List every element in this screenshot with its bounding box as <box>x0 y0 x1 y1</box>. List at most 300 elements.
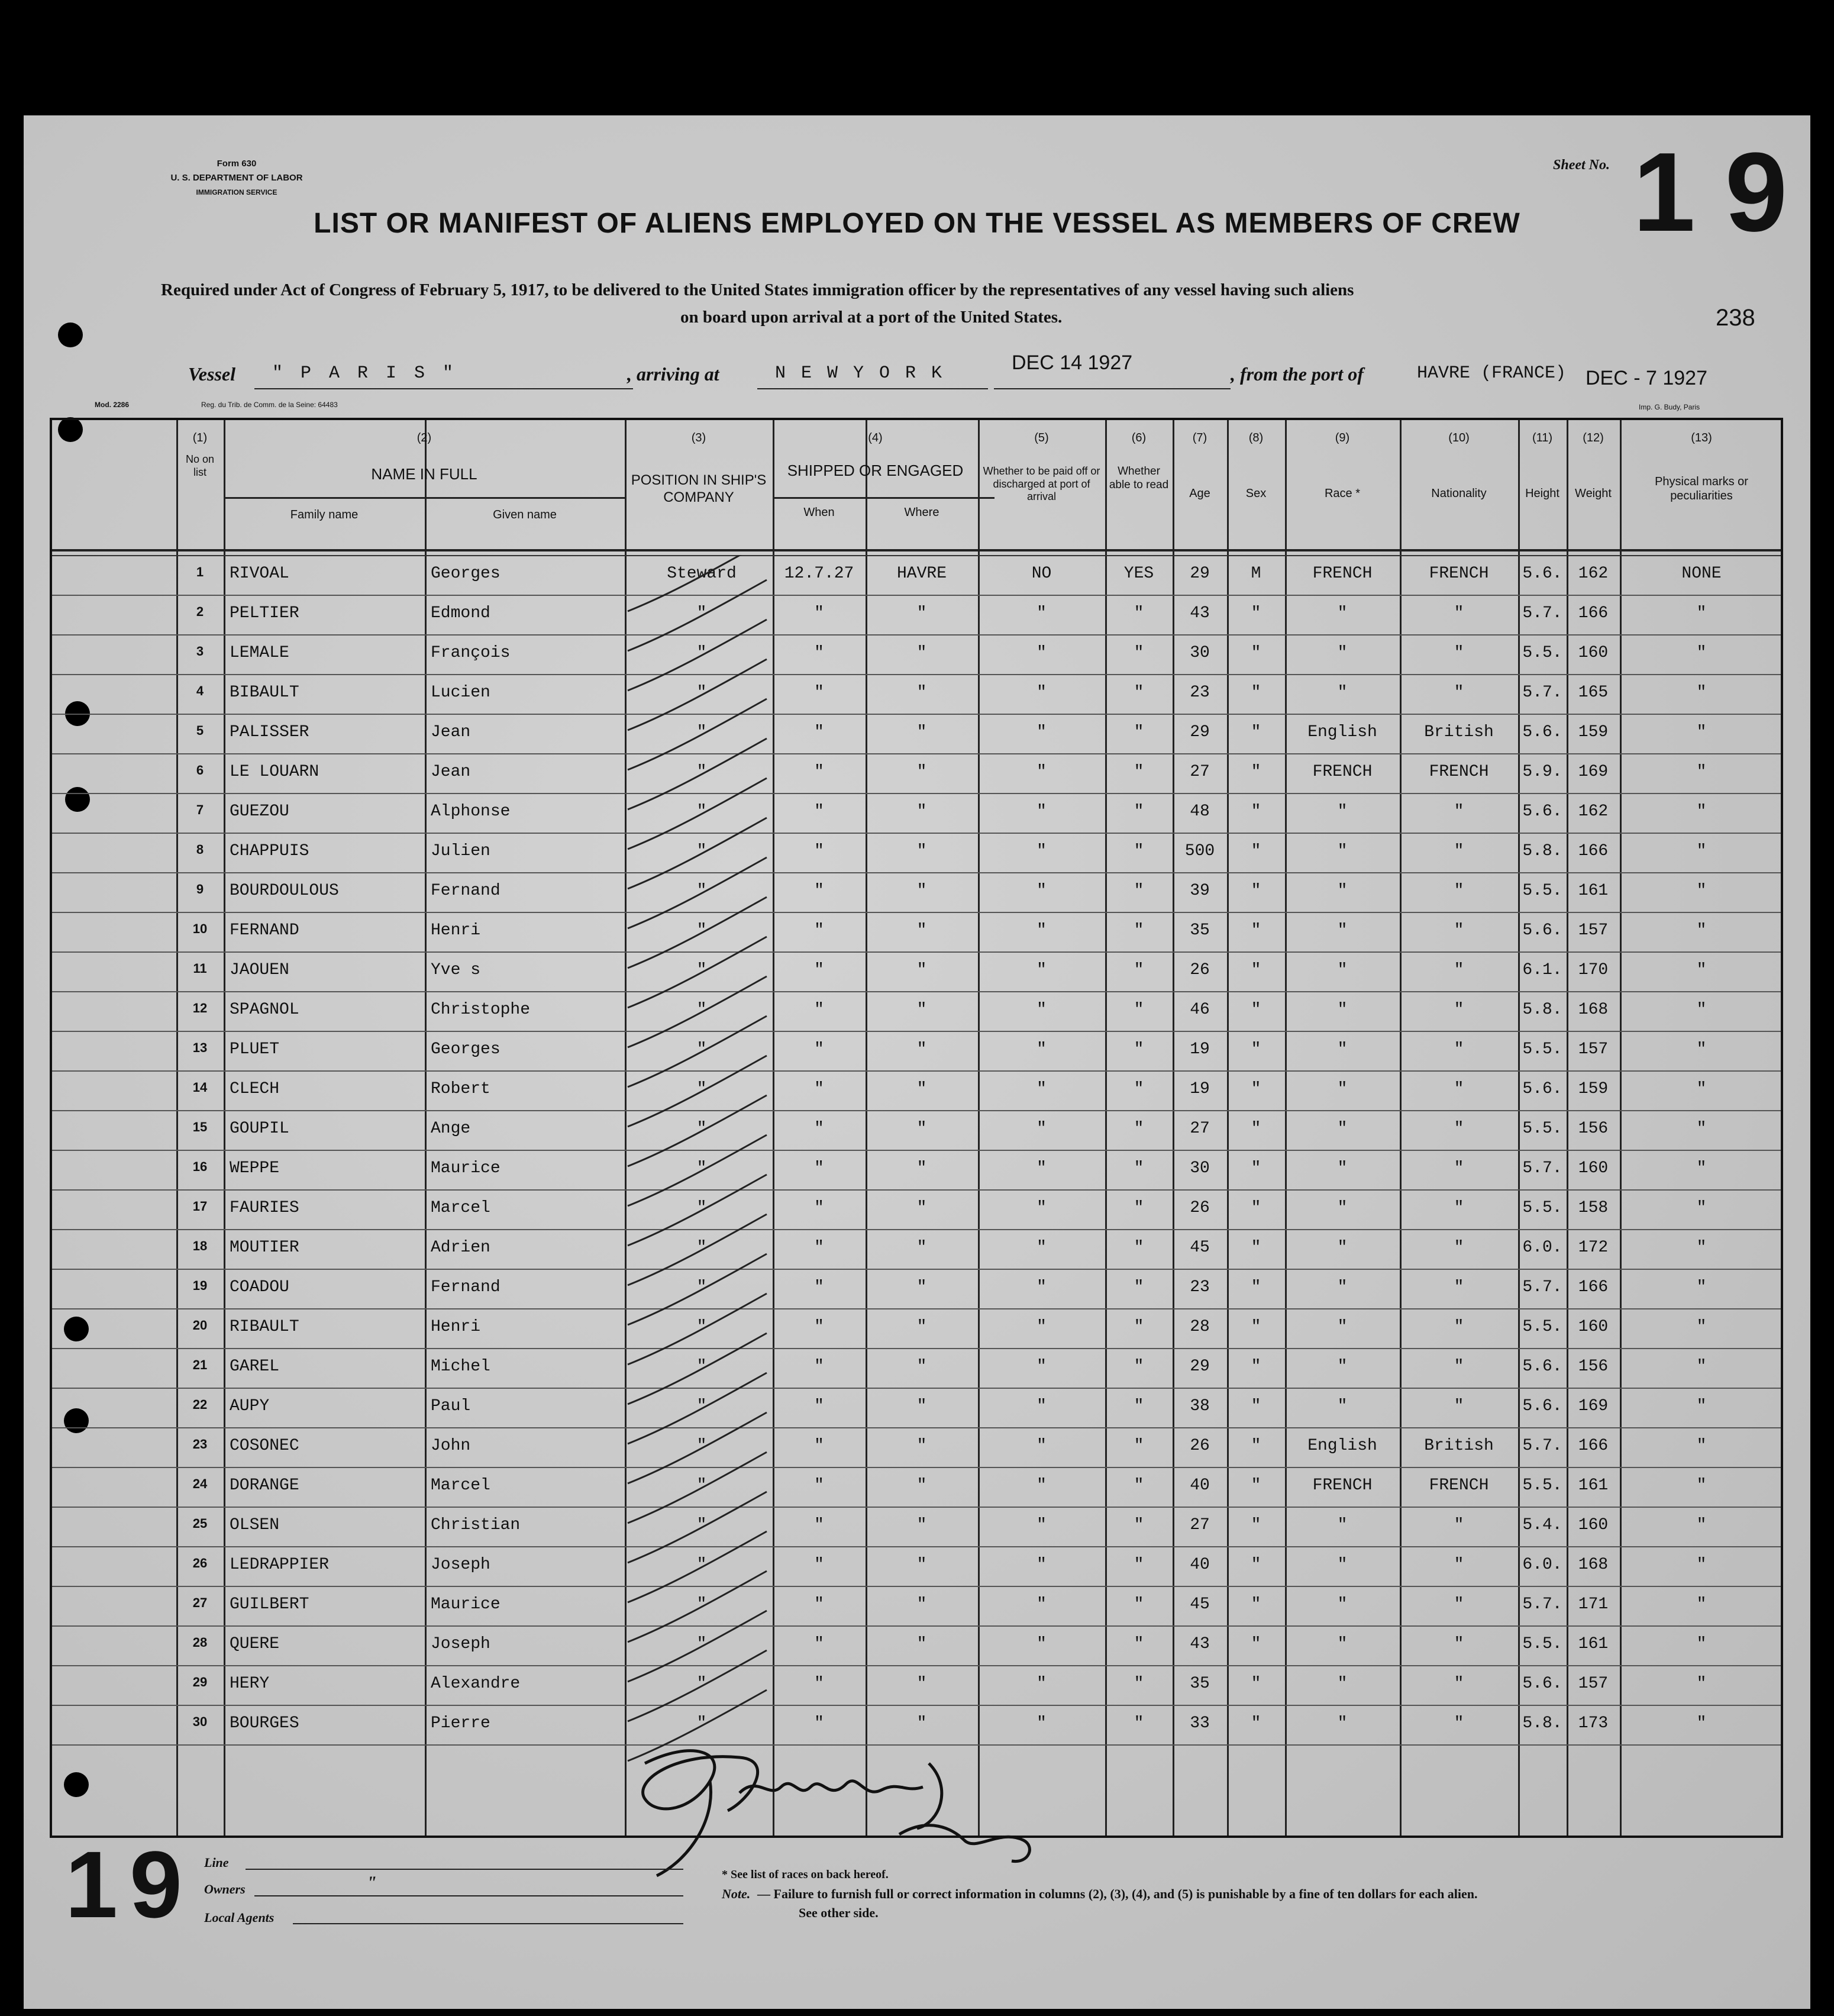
cell-age: 39 <box>1190 882 1210 900</box>
cell-race: " <box>1337 1159 1348 1178</box>
subtitle-line-1: Required under Act of Congress of February 5, 1917, to be delivered to the United States immigration officer by the representatives of any vessel having such aliens <box>161 280 1354 299</box>
check-stroke <box>628 580 767 651</box>
cell-nationality: " <box>1454 842 1464 860</box>
cell-weight: 171 <box>1578 1595 1609 1614</box>
cell-physical-marks: " <box>1696 1357 1707 1376</box>
cell-given-name: John <box>431 1437 471 1455</box>
cell-physical-marks: " <box>1696 1120 1707 1138</box>
cell-height: 5.5. <box>1522 1476 1562 1495</box>
cell-race: " <box>1337 1001 1348 1019</box>
cell-sex: " <box>1251 1675 1261 1693</box>
cell-able-to-read: " <box>1134 1556 1144 1574</box>
cell-row-number: 11 <box>193 961 207 976</box>
cell-race: " <box>1337 1714 1348 1733</box>
sheet-number: 19 <box>1633 130 1817 255</box>
check-stroke <box>628 738 767 809</box>
cell-row-number: 17 <box>192 1199 208 1214</box>
subtitle-line-2: on board upon arrival at a port of the United States. <box>680 308 1063 327</box>
cell-given-name: Alphonse <box>431 802 511 821</box>
cell-position: " <box>696 1635 707 1653</box>
cell-position: " <box>696 1238 707 1257</box>
cell-race: " <box>1337 644 1348 662</box>
cell-able-to-read: " <box>1134 802 1144 821</box>
cell-family-name: LE LOUARN <box>230 763 319 781</box>
owners-value: " <box>367 1873 377 1892</box>
cell-paid-off: " <box>1037 1001 1047 1019</box>
col2-family-header: Family name <box>290 508 359 521</box>
cell-shipped-when: " <box>814 604 824 622</box>
cell-race: " <box>1337 1278 1348 1296</box>
col6-number: (6) <box>1131 431 1147 444</box>
cell-position: " <box>696 1714 707 1733</box>
cell-sex: " <box>1251 1318 1261 1336</box>
cell-family-name: CLECH <box>230 1080 280 1098</box>
cell-family-name: CHAPPUIS <box>230 842 309 860</box>
cell-given-name: Marcel <box>431 1199 490 1217</box>
cell-row-number: 28 <box>192 1635 208 1650</box>
cell-shipped-when: " <box>814 1278 824 1296</box>
cell-height: 5.7. <box>1522 1437 1562 1455</box>
cell-age: 29 <box>1190 565 1210 583</box>
races-note: * See list of races on back hereof. <box>722 1868 889 1881</box>
arriving-port: N E W Y O R K <box>775 363 945 383</box>
cell-race: " <box>1337 961 1348 979</box>
cell-sex: " <box>1251 1437 1261 1455</box>
cell-row-number: 23 <box>192 1437 208 1451</box>
local-agents-label: Local Agents <box>204 1910 275 1925</box>
cell-row-number: 27 <box>192 1595 208 1610</box>
cell-given-name: Fernand <box>431 882 501 900</box>
cell-age: 27 <box>1190 763 1210 781</box>
cell-able-to-read: " <box>1134 1397 1144 1415</box>
cell-physical-marks: " <box>1696 1199 1707 1217</box>
cell-paid-off: " <box>1037 1714 1047 1733</box>
cell-weight: 166 <box>1578 1437 1609 1455</box>
cell-shipped-where: " <box>916 1001 927 1019</box>
cell-height: 5.6. <box>1522 1080 1562 1098</box>
cell-height: 5.5. <box>1522 1199 1562 1217</box>
cell-sex: " <box>1251 1001 1261 1019</box>
row-rule <box>52 1070 1781 1072</box>
cell-family-name: QUERE <box>230 1635 280 1653</box>
cell-height: 5.7. <box>1522 1278 1562 1296</box>
col10-header: Nationality <box>1431 487 1487 500</box>
row-rule <box>52 1507 1781 1508</box>
cell-physical-marks: " <box>1696 683 1707 702</box>
cell-age: 23 <box>1190 683 1210 702</box>
cell-height: 5.8. <box>1522 1001 1562 1019</box>
cell-given-name: Lucien <box>431 683 490 702</box>
page-title: LIST OR MANIFEST OF ALIENS EMPLOYED ON THE VESSEL AS MEMBERS OF CREW <box>314 208 1520 239</box>
cell-shipped-when: " <box>814 802 824 821</box>
cell-shipped-where: " <box>916 1080 927 1098</box>
check-stroke <box>628 1373 767 1444</box>
cell-age: 27 <box>1190 1120 1210 1138</box>
cell-able-to-read: " <box>1134 1238 1144 1257</box>
cell-given-name: Henri <box>431 1318 481 1336</box>
check-marks <box>625 555 773 1833</box>
cell-height: 5.8. <box>1522 842 1562 860</box>
cell-height: 5.6. <box>1522 1397 1562 1415</box>
row-rule <box>52 1586 1781 1587</box>
row-rule <box>52 595 1781 596</box>
cell-able-to-read: " <box>1134 1437 1144 1455</box>
cell-paid-off: " <box>1037 1318 1047 1336</box>
cell-nationality: " <box>1454 1714 1464 1733</box>
cell-shipped-when: " <box>814 1635 824 1653</box>
cell-paid-off: " <box>1037 1595 1047 1614</box>
cell-shipped-when: " <box>814 1001 824 1019</box>
cell-height: 5.6. <box>1522 1675 1562 1693</box>
cell-family-name: GOUPIL <box>230 1120 289 1138</box>
cell-shipped-when: " <box>814 1040 824 1059</box>
cell-family-name: BOURDOULOUS <box>230 882 339 900</box>
cell-able-to-read: " <box>1134 1516 1144 1534</box>
cell-weight: 168 <box>1578 1556 1609 1574</box>
col13-number: (13) <box>1691 431 1712 444</box>
cell-paid-off: " <box>1037 1278 1047 1296</box>
col2-number: (2) <box>416 431 432 444</box>
cell-height: 5.7. <box>1522 604 1562 622</box>
check-stroke <box>628 1294 767 1365</box>
cell-physical-marks: " <box>1696 1714 1707 1733</box>
cell-row-number: 15 <box>192 1120 208 1134</box>
cell-physical-marks: " <box>1696 802 1707 821</box>
cell-sex: " <box>1251 763 1261 781</box>
cell-given-name: Edmond <box>431 604 490 622</box>
cell-able-to-read: " <box>1134 882 1144 900</box>
cell-position: " <box>696 1397 707 1415</box>
cell-able-to-read: " <box>1134 1318 1144 1336</box>
check-stroke <box>628 1056 767 1127</box>
cell-shipped-when: " <box>814 882 824 900</box>
cell-family-name: JAOUEN <box>230 961 289 979</box>
cell-nationality: " <box>1454 1159 1464 1178</box>
cell-given-name: Joseph <box>431 1556 490 1574</box>
cell-sex: " <box>1251 1080 1261 1098</box>
cell-weight: 169 <box>1578 763 1609 781</box>
row-rule <box>52 753 1781 754</box>
cell-family-name: BIBAULT <box>230 683 299 702</box>
cell-shipped-where: " <box>916 1278 927 1296</box>
cell-shipped-where: HAVRE <box>896 565 947 583</box>
row-rule <box>52 1229 1781 1230</box>
sheet-number-stamp: 19 <box>65 1831 194 1937</box>
col4-header: SHIPPED OR ENGAGED <box>787 462 964 479</box>
cell-sex: " <box>1251 1120 1261 1138</box>
cell-position: " <box>696 802 707 821</box>
cell-family-name: OLSEN <box>230 1516 280 1534</box>
cell-age: 26 <box>1190 1199 1210 1217</box>
col7-number: (7) <box>1192 431 1207 444</box>
cell-height: 5.7. <box>1522 1595 1562 1614</box>
cell-nationality: " <box>1454 961 1464 979</box>
cell-nationality: " <box>1454 882 1464 900</box>
check-stroke <box>628 1095 767 1166</box>
cell-given-name: Henri <box>431 921 481 940</box>
cell-race: " <box>1337 1318 1348 1336</box>
check-stroke <box>628 555 767 611</box>
cell-nationality: " <box>1454 1516 1464 1534</box>
check-stroke <box>628 976 767 1047</box>
cell-weight: 157 <box>1578 1675 1609 1693</box>
cell-family-name: GUILBERT <box>230 1595 309 1614</box>
cell-height: 5.6. <box>1522 565 1562 583</box>
cell-nationality: " <box>1454 1238 1464 1257</box>
check-stroke <box>628 659 767 730</box>
cell-age: 38 <box>1190 1397 1210 1415</box>
cell-race: " <box>1337 1595 1348 1614</box>
col1-header: No on list <box>185 453 215 478</box>
cell-weight: 156 <box>1578 1357 1609 1376</box>
col9-header: Race * <box>1324 487 1361 500</box>
cell-shipped-where: " <box>916 1357 927 1376</box>
cell-physical-marks: " <box>1696 1516 1707 1534</box>
check-stroke <box>628 897 767 968</box>
cell-family-name: LEMALE <box>230 644 289 662</box>
col4-where-header: Where <box>904 506 939 519</box>
row-rule <box>52 1348 1781 1349</box>
cell-sex: " <box>1251 604 1261 622</box>
cell-nationality: FRENCH <box>1429 1476 1489 1495</box>
crew-table <box>50 418 1783 1838</box>
cell-family-name: PALISSER <box>230 723 309 741</box>
cell-position: " <box>696 1001 707 1019</box>
cell-paid-off: " <box>1037 1199 1047 1217</box>
cell-shipped-where: " <box>916 1318 927 1336</box>
cell-position: " <box>696 1476 707 1495</box>
cell-age: 30 <box>1190 644 1210 662</box>
cell-able-to-read: " <box>1134 1040 1144 1059</box>
cell-row-number: 21 <box>192 1357 208 1372</box>
cell-sex: " <box>1251 1397 1261 1415</box>
cell-family-name: GAREL <box>230 1357 280 1376</box>
cell-paid-off: " <box>1037 1040 1047 1059</box>
cell-nationality: " <box>1454 1318 1464 1336</box>
cell-position: " <box>696 1437 707 1455</box>
cell-weight: 160 <box>1578 1159 1609 1178</box>
line-label: Line <box>204 1855 229 1870</box>
cell-nationality: British <box>1424 723 1494 741</box>
cell-sex: " <box>1251 1595 1261 1614</box>
cell-nationality: FRENCH <box>1429 763 1489 781</box>
row-rule <box>52 1467 1781 1468</box>
cell-race: English <box>1307 723 1377 741</box>
cell-physical-marks: " <box>1696 1437 1707 1455</box>
cell-row-number: 18 <box>192 1238 208 1253</box>
cell-row-number: 3 <box>196 644 204 659</box>
cell-nationality: " <box>1454 1635 1464 1653</box>
cell-physical-marks: " <box>1696 1318 1707 1336</box>
cell-sex: " <box>1251 921 1261 940</box>
cell-weight: 158 <box>1578 1199 1609 1217</box>
row-rule <box>52 1388 1781 1389</box>
vessel-label: Vessel <box>188 363 235 385</box>
service-label: IMMIGRATION SERVICE <box>196 188 277 196</box>
cell-age: 40 <box>1190 1476 1210 1495</box>
check-stroke <box>628 857 767 928</box>
cell-paid-off: " <box>1037 1635 1047 1653</box>
cell-sex: " <box>1251 1516 1261 1534</box>
check-stroke <box>628 1611 767 1682</box>
cell-shipped-where: " <box>916 1397 927 1415</box>
cell-nationality: " <box>1454 1397 1464 1415</box>
cell-nationality: " <box>1454 1556 1464 1574</box>
cell-paid-off: " <box>1037 644 1047 662</box>
cell-shipped-when: " <box>814 1159 824 1178</box>
cell-physical-marks: " <box>1696 1635 1707 1653</box>
cell-physical-marks: " <box>1696 1278 1707 1296</box>
cell-weight: 166 <box>1578 842 1609 860</box>
cell-weight: 166 <box>1578 1278 1609 1296</box>
cell-nationality: " <box>1454 802 1464 821</box>
cell-row-number: 5 <box>196 723 204 738</box>
cell-height: 5.6. <box>1522 802 1562 821</box>
cell-shipped-where: " <box>916 1120 927 1138</box>
cell-position: " <box>696 723 707 741</box>
col2-header: NAME IN FULL <box>371 465 477 483</box>
cell-age: 26 <box>1190 1437 1210 1455</box>
cell-family-name: LEDRAPPIER <box>230 1556 330 1574</box>
cell-shipped-where: " <box>916 802 927 821</box>
cell-paid-off: " <box>1037 802 1047 821</box>
cell-race: FRENCH <box>1312 1476 1373 1495</box>
department-label: U. S. DEPARTMENT OF LABOR <box>170 173 303 183</box>
cell-given-name: Maurice <box>431 1159 501 1178</box>
cell-sex: " <box>1251 1714 1261 1733</box>
cell-shipped-when: " <box>814 1595 824 1614</box>
cell-weight: 157 <box>1578 1040 1609 1059</box>
cell-age: 40 <box>1190 1556 1210 1574</box>
check-stroke <box>628 699 767 770</box>
cell-age: 45 <box>1190 1595 1210 1614</box>
cell-given-name: François <box>431 644 511 662</box>
cell-position: " <box>696 842 707 860</box>
cell-paid-off: " <box>1037 1080 1047 1098</box>
cell-shipped-when: " <box>814 961 824 979</box>
cell-family-name: WEPPE <box>230 1159 280 1178</box>
cell-paid-off: " <box>1037 1120 1047 1138</box>
cell-able-to-read: " <box>1134 1357 1144 1376</box>
cell-height: 5.5. <box>1522 1120 1562 1138</box>
col6-header: Whether able to read <box>1109 465 1169 491</box>
penalty-note-label: Note. <box>722 1886 751 1901</box>
cell-shipped-where: " <box>916 921 927 940</box>
cell-paid-off: " <box>1037 1556 1047 1574</box>
col2-given-header: Given name <box>493 508 557 521</box>
cell-paid-off: " <box>1037 604 1047 622</box>
cell-age: 43 <box>1190 604 1210 622</box>
cell-height: 5.5. <box>1522 1040 1562 1059</box>
cell-family-name: COSONEC <box>230 1437 299 1455</box>
page-reference: 238 <box>1716 305 1755 331</box>
cell-weight: 170 <box>1578 961 1609 979</box>
cell-weight: 160 <box>1578 1318 1609 1336</box>
cell-nationality: " <box>1454 1278 1464 1296</box>
from-port-label: , from the port of <box>1231 363 1364 385</box>
cell-shipped-when: " <box>814 763 824 781</box>
cell-paid-off: " <box>1037 1357 1047 1376</box>
cell-family-name: FERNAND <box>230 921 299 940</box>
cell-position: " <box>696 1595 707 1614</box>
cell-shipped-where: " <box>916 1675 927 1693</box>
cell-race: " <box>1337 842 1348 860</box>
cell-given-name: Michel <box>431 1357 490 1376</box>
cell-able-to-read: " <box>1134 1635 1144 1653</box>
cell-given-name: Christophe <box>431 1001 531 1019</box>
cell-given-name: Joseph <box>431 1635 490 1653</box>
cell-race: " <box>1337 1238 1348 1257</box>
cell-paid-off: " <box>1037 1675 1047 1693</box>
cell-row-number: 12 <box>192 1001 208 1015</box>
cell-able-to-read: " <box>1134 604 1144 622</box>
cell-paid-off: " <box>1037 921 1047 940</box>
cell-able-to-read: " <box>1134 1199 1144 1217</box>
cell-sex: " <box>1251 1199 1261 1217</box>
cell-height: 5.5. <box>1522 1318 1562 1336</box>
cell-able-to-read: " <box>1134 1675 1144 1693</box>
cell-row-number: 7 <box>196 802 204 817</box>
row-rule <box>52 872 1781 873</box>
cell-sex: " <box>1251 1278 1261 1296</box>
cell-height: 6.0. <box>1522 1238 1562 1257</box>
cell-physical-marks: NONE <box>1681 565 1722 583</box>
cell-able-to-read: " <box>1134 842 1144 860</box>
cell-physical-marks: " <box>1696 1397 1707 1415</box>
cell-height: 5.8. <box>1522 1714 1562 1733</box>
cell-row-number: 25 <box>192 1516 208 1531</box>
cell-age: 26 <box>1190 961 1210 979</box>
cell-shipped-when: " <box>814 842 824 860</box>
cell-able-to-read: " <box>1134 1278 1144 1296</box>
punch-hole <box>58 322 83 347</box>
cell-shipped-where: " <box>916 1199 927 1217</box>
row-rule <box>52 1189 1781 1191</box>
cell-physical-marks: " <box>1696 1556 1707 1574</box>
cell-shipped-where: " <box>916 683 927 702</box>
check-stroke <box>628 1214 767 1285</box>
cell-weight: 161 <box>1578 1635 1609 1653</box>
cell-position: " <box>696 1556 707 1574</box>
cell-family-name: PLUET <box>230 1040 280 1059</box>
cell-paid-off: " <box>1037 1437 1047 1455</box>
cell-sex: M <box>1251 565 1261 583</box>
cell-age: 29 <box>1190 1357 1210 1376</box>
col10-number: (10) <box>1448 431 1470 444</box>
cell-sex: " <box>1251 1040 1261 1059</box>
check-stroke <box>628 1571 767 1642</box>
cell-age: 29 <box>1190 723 1210 741</box>
cell-nationality: " <box>1454 1040 1464 1059</box>
cell-position: " <box>696 1199 707 1217</box>
cell-able-to-read: " <box>1134 1714 1144 1733</box>
cell-weight: 159 <box>1578 723 1609 741</box>
row-rule <box>52 1150 1781 1151</box>
cell-nationality: " <box>1454 1120 1464 1138</box>
cell-race: FRENCH <box>1312 565 1373 583</box>
cell-shipped-where: " <box>916 961 927 979</box>
cell-family-name: COADOU <box>230 1278 289 1296</box>
cell-nationality: " <box>1454 1080 1464 1098</box>
cell-given-name: Fernand <box>431 1278 501 1296</box>
departure-date-stamp: DEC - 7 1927 <box>1586 367 1707 389</box>
row-rule <box>52 1110 1781 1111</box>
cell-sex: " <box>1251 1635 1261 1653</box>
cell-given-name: Georges <box>431 1040 501 1059</box>
row-rule <box>52 674 1781 675</box>
cell-nationality: " <box>1454 1199 1464 1217</box>
check-stroke <box>628 1452 767 1523</box>
